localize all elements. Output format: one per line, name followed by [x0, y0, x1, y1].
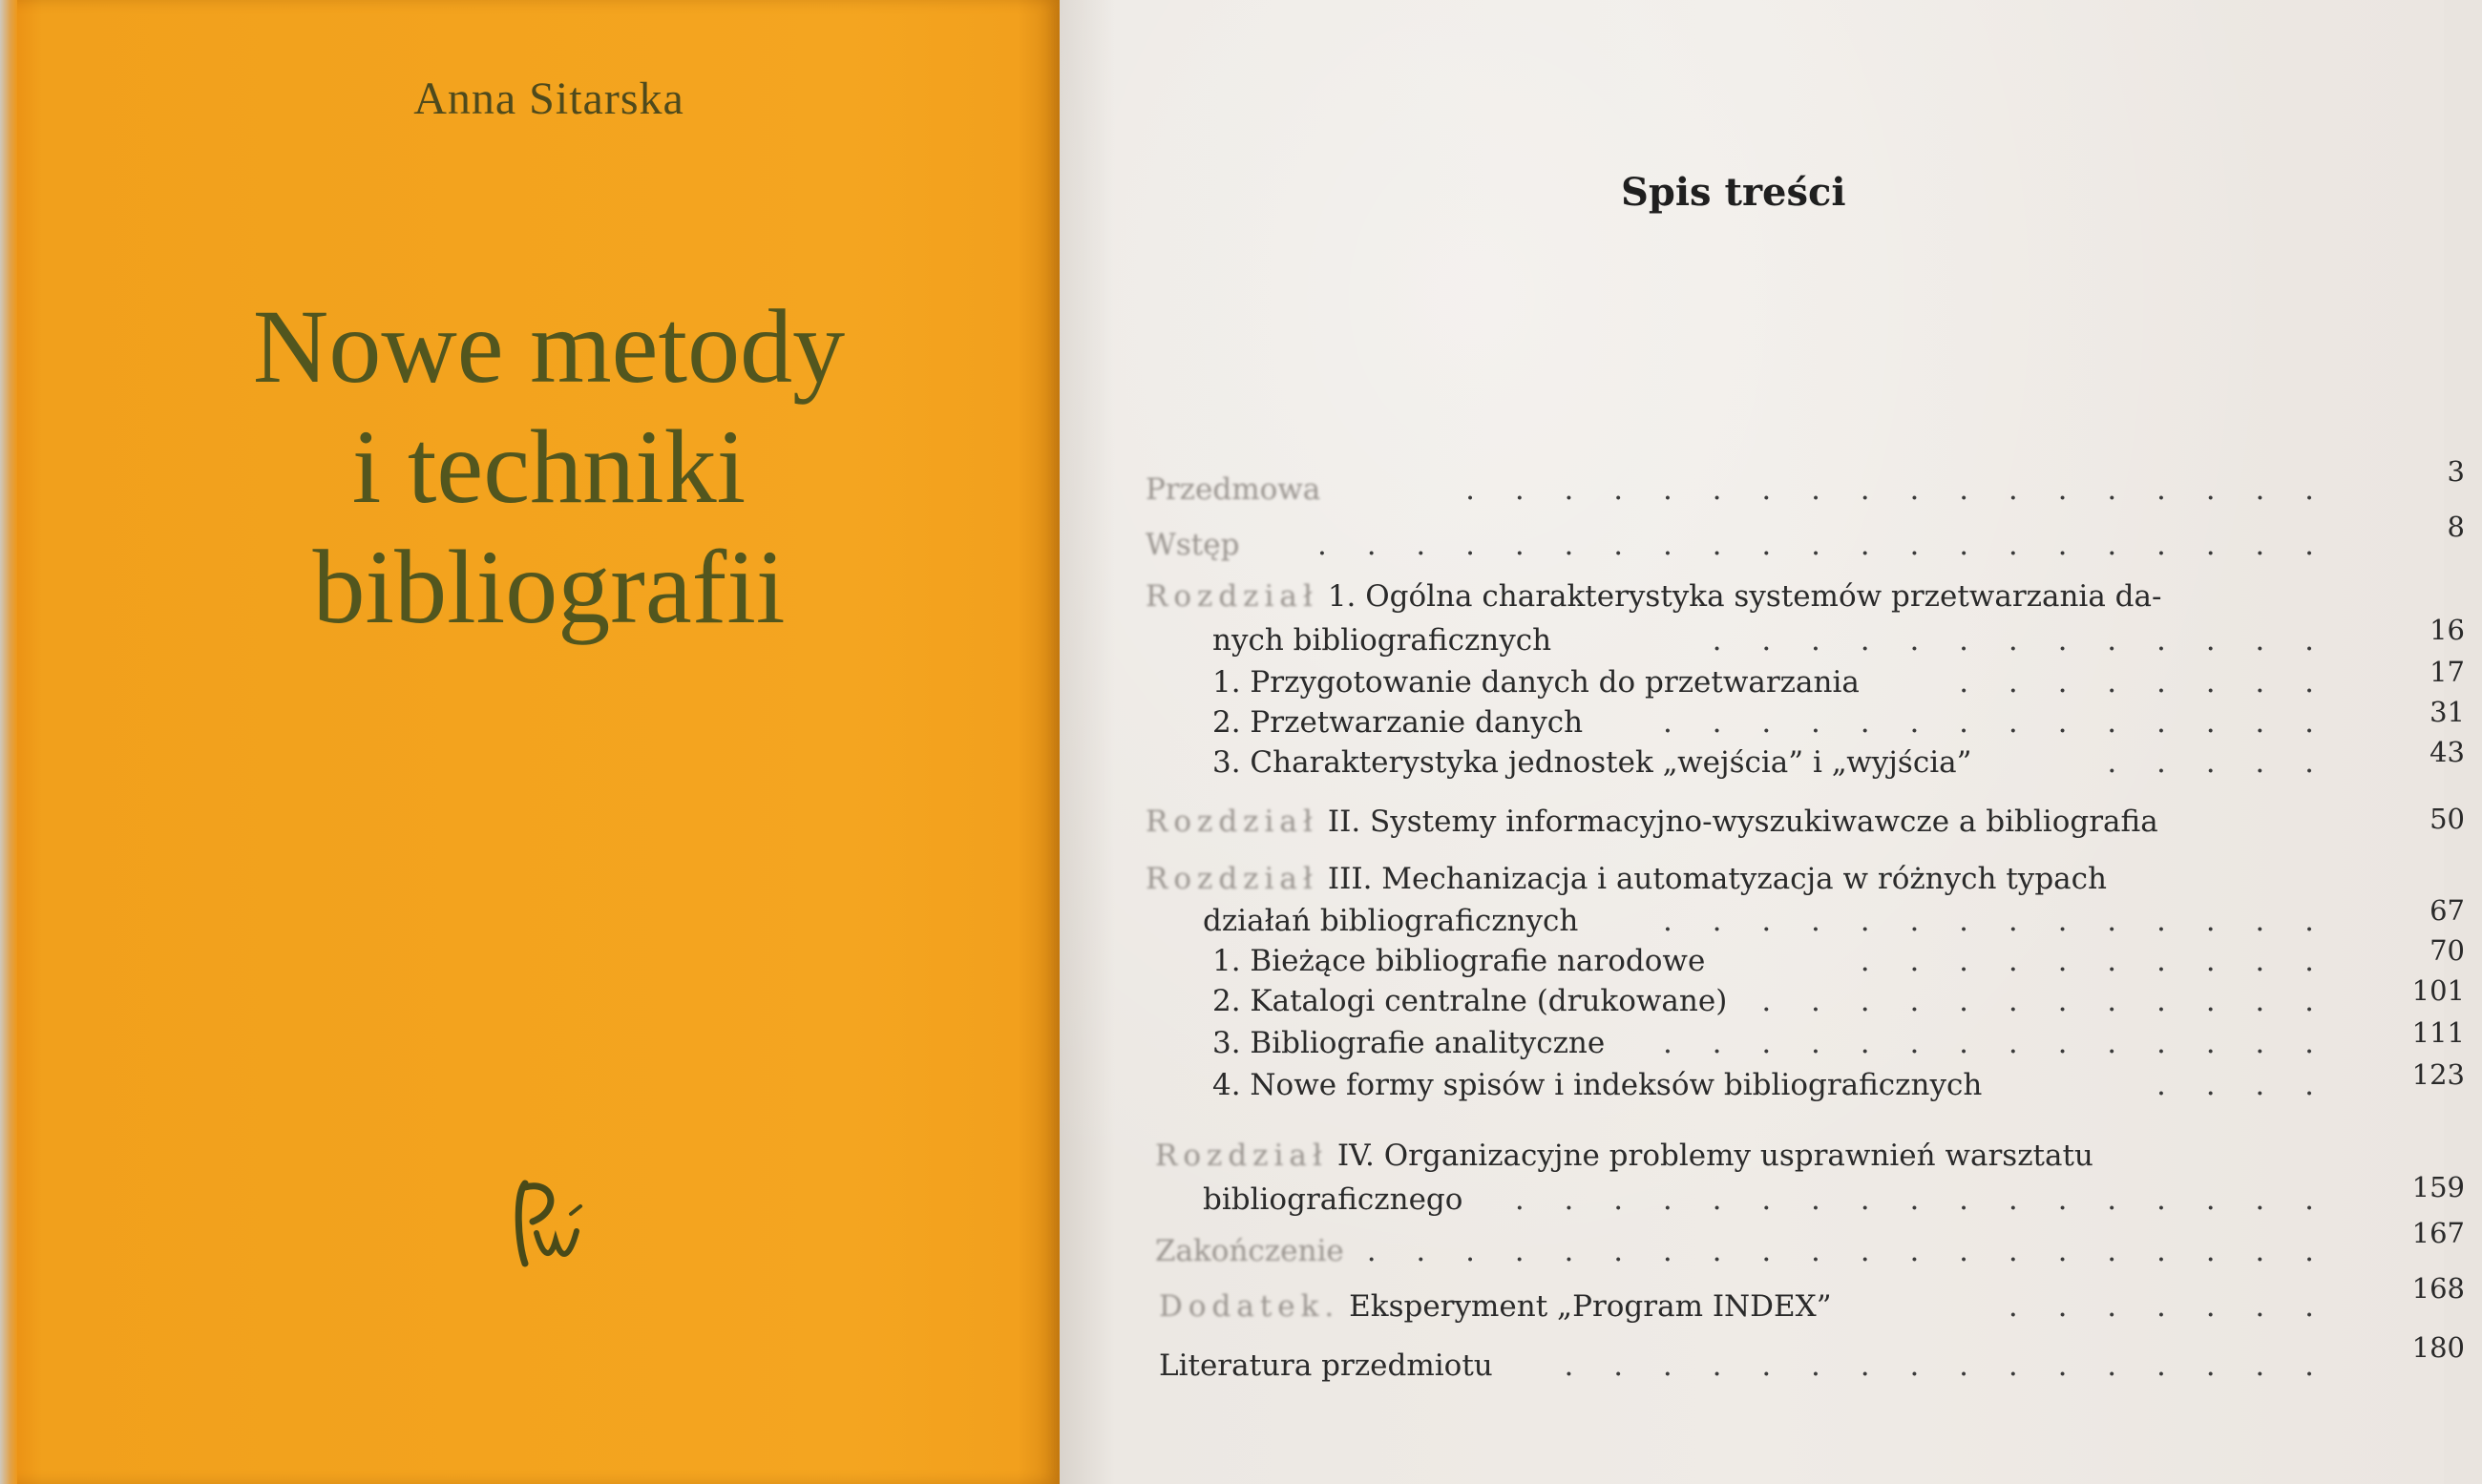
toc-entry [1146, 656, 2482, 704]
toc-entry [1146, 1272, 2482, 1328]
toc-page-number: 123 [2411, 1058, 2465, 1091]
cover-spine-edge [0, 0, 17, 1484]
toc-leader-dots: . . . . [2156, 1068, 2329, 1102]
cover-author: Anna Sitarska [413, 73, 684, 124]
toc-entry-prefix: Rozdział [1146, 579, 1318, 614]
toc-leader-dots: . . . . . . . . [1959, 665, 2329, 700]
toc-leader-dots: . . . . . . . . . . . . [1761, 984, 2329, 1018]
cover-title-line: Nowe metody [252, 288, 846, 405]
toc-entry [1146, 1331, 2482, 1388]
toc-page-number: 31 [2429, 696, 2465, 728]
toc-entry [1146, 974, 2482, 1023]
toc-leader-dots: . . . . . [2107, 745, 2329, 780]
toc-leader-dots: . . . . . . . . . . . . . . [1662, 1026, 2329, 1060]
toc-entry-label [1146, 800, 2158, 844]
toc-page-number: 111 [2411, 1016, 2465, 1049]
toc-entry-text: Literatura przedmiotu [1159, 1348, 1493, 1383]
toc-entry-text: 1. Bieżące bibliografie narodowe [1212, 944, 1706, 978]
toc-leader-dots: . . . . . . . . . . . . . [1712, 623, 2329, 658]
toc-entry [1146, 736, 2482, 784]
publisher-logo-icon [508, 1176, 594, 1271]
toc-entry-text: działań bibliograficznych [1203, 904, 1579, 938]
toc-page-number: 159 [2411, 1171, 2465, 1203]
toc-entry-text: 1. Przygotowanie danych do przetwarzania [1212, 665, 1860, 700]
toc-page-number: 67 [2429, 894, 2465, 927]
toc-entry [1146, 894, 2482, 943]
toc-entry [1146, 575, 2482, 618]
toc-entry [1146, 1217, 2482, 1273]
toc-entry-text: II. Systemy informacyjno-wyszukiwawcze a bibliografia [1327, 805, 2158, 839]
toc-entry-label [1146, 575, 2161, 618]
toc-entry [1146, 1171, 2482, 1222]
toc-entry-text: Zakończenie [1155, 1234, 1344, 1268]
toc-page [1060, 0, 2465, 1484]
toc-entry [1146, 511, 2482, 567]
toc-entry-label [1146, 857, 2107, 901]
toc-leader-dots: . . . . . . . . . . . . . . . . . . . . [1366, 1234, 2329, 1268]
book-cover [0, 0, 1060, 1484]
toc-entry [1146, 696, 2482, 744]
toc-entry-label [1159, 1285, 1832, 1328]
toc-leader-dots: . . . . . . . [2008, 1289, 2329, 1324]
toc-leader-dots: . . . . . . . . . . . . . . . . . . . . . [1316, 528, 2329, 562]
toc-leader-dots: . . . . . . . . . . . . . . . . . [1514, 1182, 2329, 1217]
toc-heading: Spis treści [1621, 170, 1846, 215]
toc-page-number: 16 [2429, 614, 2465, 646]
toc-page-number: 50 [2429, 803, 2465, 835]
toc-entry-prefix: Rozdział [1146, 805, 1318, 839]
toc-page-number: 17 [2429, 656, 2465, 688]
toc-page-number: 101 [2411, 974, 2465, 1007]
toc-entry-text: 3. Charakterystyka jednostek „wejścia” i „wyjścia” [1212, 745, 1972, 780]
toc-leader-dots: . . . . . . . . . . [1860, 944, 2329, 978]
toc-entry-prefix: Dodatek. [1159, 1289, 1340, 1324]
toc-leader-dots: . . . . . . . . . . . . . . . . . . [1465, 472, 2329, 507]
toc-leader-dots: . . . . . . . . . . . . . . . . [1564, 1348, 2329, 1383]
toc-entry-text: IV. Organizacyjne problemy usprawnień warsztatu [1336, 1139, 2093, 1173]
toc-entry [1146, 857, 2482, 901]
toc-entry [1146, 614, 2482, 662]
toc-entry [1146, 800, 2482, 844]
toc-entry-text: 4. Nowe formy spisów i indeksów bibliograficznych [1212, 1068, 1983, 1102]
toc-page-number: 168 [2411, 1272, 2465, 1305]
toc-entry-text: 1. Ogólna charakterystyka systemów przetwarzania da- [1327, 579, 2162, 614]
toc-entry [1146, 1016, 2482, 1065]
cover-title [0, 286, 1098, 647]
toc-entry [1146, 1134, 2482, 1178]
toc-page-number: 43 [2429, 736, 2465, 768]
toc-page-number: 180 [2411, 1331, 2465, 1364]
toc-entry-label [1155, 1134, 2093, 1178]
toc-page-number: 70 [2429, 934, 2465, 967]
toc-leader-dots: . . . . . . . . . . . . . . [1662, 904, 2329, 938]
toc-page-number: 3 [2447, 455, 2465, 488]
toc-leader-dots: . . . . . . . . . . . . . . [1662, 705, 2329, 740]
toc-page-number: 8 [2447, 511, 2465, 543]
toc-entry-text: bibliograficznego [1203, 1182, 1463, 1217]
toc-entry [1146, 455, 2482, 512]
cover-title-line: i techniki [351, 408, 747, 525]
toc-entry [1146, 1058, 2482, 1107]
toc-entry-prefix: Rozdział [1155, 1139, 1328, 1173]
toc-entry-text: Przedmowa [1146, 472, 1321, 507]
toc-entry-text: nych bibliograficznych [1212, 623, 1552, 658]
toc-entry-text: Wstęp [1146, 528, 1240, 562]
toc-entry [1146, 934, 2482, 983]
cover-title-line: bibliografii [312, 529, 786, 645]
toc-entry-text: 2. Przetwarzanie danych [1212, 705, 1584, 740]
toc-entry-text: 3. Bibliografie analityczne [1212, 1026, 1606, 1060]
toc-entry-text: Eksperyment „Program INDEX” [1349, 1289, 1832, 1324]
toc-entry-prefix: Rozdział [1146, 862, 1318, 896]
toc-page-number: 167 [2411, 1217, 2465, 1249]
toc-entry-text: 2. Katalogi centralne (drukowane) [1212, 984, 1728, 1018]
toc-entry-text: III. Mechanizacja i automatyzacja w różnych typach [1327, 862, 2107, 896]
